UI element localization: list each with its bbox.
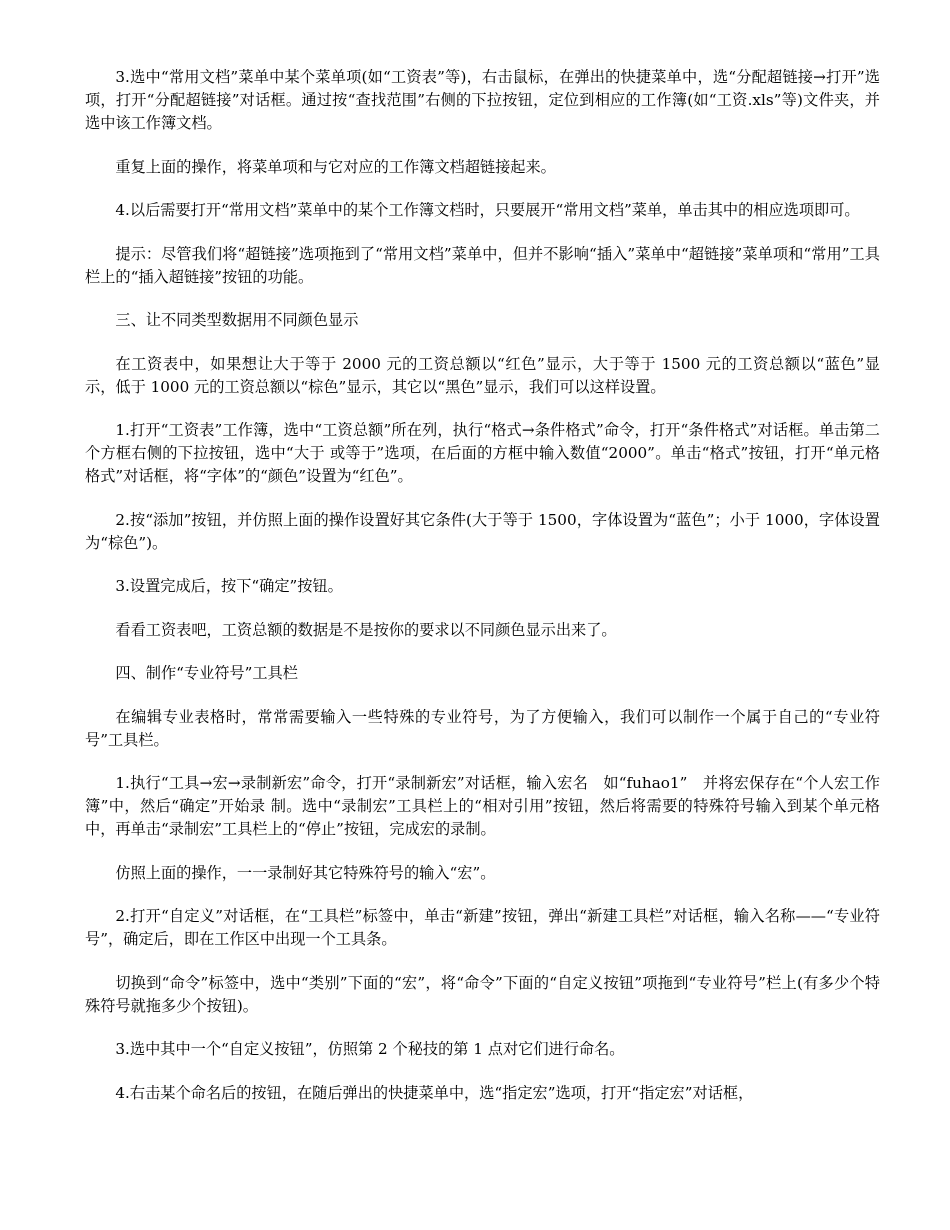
paragraph-18: 4.右击某个命名后的按钮，在随后弹出的快捷菜单中，选“指定宏”选项，打开“指定宏”对话框， — [115, 1083, 754, 1102]
document-body — [85, 66, 880, 1125]
paragraph-2: 重复上面的操作，将菜单项和与它对应的工作簿文档超链接起来。 — [115, 157, 556, 176]
paragraph-10: 看看工资表吧，工资总额的数据是不是按你的要求以不同颜色显示出来了。 — [115, 620, 617, 639]
paragraph-16: 切换到“命令”标签中，选中“类别”下面的“宏”，将“命令”下面的“自定义按钮”项拖到“专业符号”栏上(有多少个特殊符号就拖多少个按钮)。 — [85, 973, 880, 1015]
paragraph-9: 3.设置完成后，按下“确定”按钮。 — [115, 577, 343, 595]
paragraph-12: 在编辑专业表格时，常常需要输入一些特殊的专业符号，为了方便输入，我们可以制作一个属于自己的“专业符号”工具栏。 — [85, 707, 880, 749]
paragraph-13: 1.执行“工具→宏→录制新宏”命令，打开“录制新宏”对话框，输入宏名 如“fuhao1” 并将宏保存在“个人宏工作簿”中，然后“确定”开始录 制。选中“录制宏”工具栏上的“相对引用”按钮，然后将需要的特殊符号输入到某个单元格中，再单击“录制宏”工具栏上的“停止”按钮，完成宏的录制。 — [85, 774, 880, 838]
paragraph-14: 仿照上面的操作，一一录制好其它特殊符号的输入“宏”。 — [115, 863, 496, 882]
paragraph-1: 3.选中“常用文档”菜单中某个菜单项(如“工资表”等)，右击鼠标，在弹出的快捷菜单中，选“分配超链接→打开”选项，打开“分配超链接”对话框。通过按“查找范围”右侧的下拉按钮，定位到相应的工作簿(如“工资.xls”等)文件夹，并选中该工作簿文档。 — [85, 68, 880, 132]
section-heading-4: 四、制作“专业符号”工具栏 — [115, 664, 298, 682]
paragraph-7: 1.打开“工资表”工作簿，选中“工资总额”所在列，执行“格式→条件格式”命令，打开“条件格式”对话框。单击第二个方框右侧的下拉按钮，选中“大于 或等于”选项，在后面的方框中输入数值“2000”。单击“格式”按钮，打开“单元格格式”对话框，将“字体”的“颜色”设置为“红色”。 — [85, 421, 880, 485]
paragraph-15: 2.打开“自定义”对话框，在“工具栏”标签中，单击“新建”按钮，弹出“新建工具栏”对话框，输入名称——“专业符号”，确定后，即在工作区中出现一个工具条。 — [85, 907, 880, 948]
paragraph-8: 2.按“添加”按钮，并仿照上面的操作设置好其它条件(大于等于 1500，字体设置为“蓝色”；小于 1000，字体设置为“棕色”)。 — [85, 510, 880, 552]
paragraph-4: 提示：尽管我们将“超链接”选项拖到了“常用文档”菜单中，但并不影响“插入”菜单中“超链接”菜单项和“常用”工具栏上的“插入超链接”按钮的功能。 — [85, 244, 880, 286]
paragraph-6: 在工资表中，如果想让大于等于 2000 元的工资总额以“红色”显示，大于等于 1500 元的工资总额以“蓝色”显示，低于 1000 元的工资总额以“棕色”显示，其它以“黑色”显示，我们可以这样设置。 — [85, 354, 880, 396]
section-heading-3: 三、让不同类型数据用不同颜色显示 — [115, 311, 359, 329]
paragraph-17: 3.选中其中一个“自定义按钮”，仿照第 2 个秘技的第 1 点对它们进行命名。 — [115, 1040, 625, 1058]
paragraph-3: 4.以后需要打开“常用文档”菜单中的某个工作簿文档时，只要展开“常用文档”菜单，单击其中的相应选项即可。 — [115, 201, 860, 219]
